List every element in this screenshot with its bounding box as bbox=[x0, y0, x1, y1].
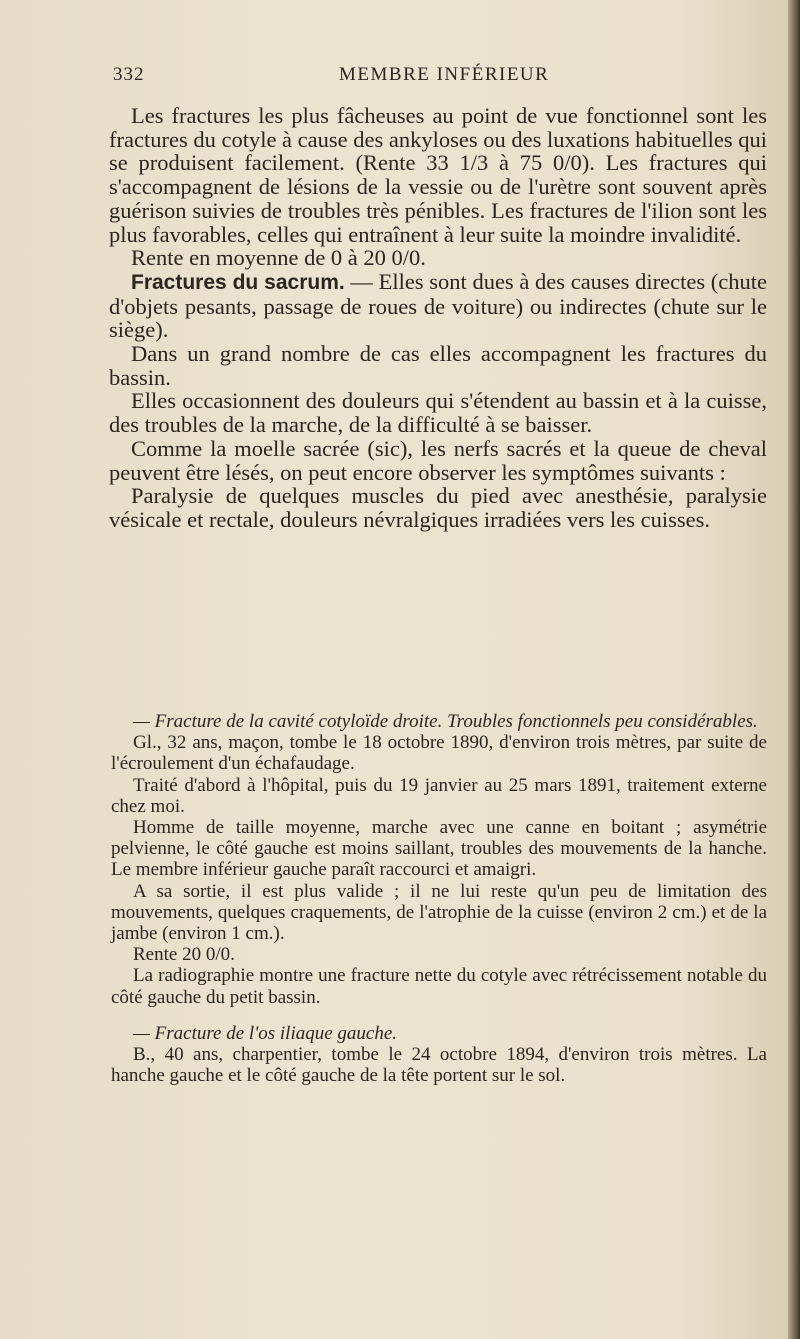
paragraph-fracture-outcomes: Les fractures les plus fâcheuses au point de vue fonctionnel sont les fractures du cotyle à cause des ankyloses ou des luxations habituelles qui se produisent facilement. (Rente 33 1/3 à 75 0/0). Les fractures qui s'accompagnent de lésions de la vessie ou de l'urètre sont souvent après guérison suivies de troubles très pénibles. Les fractures de l'ilion sont les plus favorables, celles qui entraînent à leur suite la moindre invalidité. bbox=[109, 103, 767, 247]
paragraph-rente: Rente en moyenne de 0 à 20 0/0. bbox=[131, 245, 426, 271]
paragraph-sacrum bbox=[109, 270, 767, 342]
paragraph-basin: Dans un grand nombre de cas elles accompagnent les fractures du bassin. bbox=[109, 341, 767, 390]
case1-paragraph: Homme de taille moyenne, marche avec une canne en boitant ; asymétrie pelvienne, le côté gauche est moins saillant, troubles des mouvements de la hanche. Le membre inférieur gauche paraît raccourci et amaigri. bbox=[111, 817, 767, 881]
page-number: 332 bbox=[113, 64, 145, 85]
section-heading-sacrum: Fractures du sacrum. bbox=[131, 270, 345, 294]
paragraph-nerves: Comme la moelle sacrée (sic), les nerfs sacrés et la queue de cheval peuvent être lésés, on peut encore observer les symptômes suivants : bbox=[109, 435, 767, 485]
paragraph-symptoms: Paralysie de quelques muscles du pied avec anesthésie, paralysie vésicale et rectale, douleurs névralgiques irradiées vers les cuisses. bbox=[109, 483, 767, 532]
case1-paragraph: Traité d'abord à l'hôpital, puis du 19 janvier au 25 mars 1891, traitement externe chez moi. bbox=[111, 774, 767, 817]
case1-paragraph: Gl., 32 ans, maçon, tombe le 18 octobre 1890, d'environ trois mètres, par suite de l'écroulement d'un échafaudage. bbox=[111, 732, 767, 775]
case-title-iliac: — Fracture de l'os iliaque gauche. bbox=[133, 1022, 398, 1044]
page-edge bbox=[788, 0, 800, 1339]
case2-paragraph: B., 40 ans, charpentier, tombe le 24 octobre 1894, d'environ trois mètres. La hanche gauche et le côté gauche de la tête portent sur le sol. bbox=[111, 1044, 767, 1087]
sacrum-causes: — Elles sont dues à des causes directes (chute d'objets pesants, passage de roues de voiture) ou indirectes (chute sur le siège). bbox=[109, 268, 767, 343]
running-header bbox=[113, 64, 773, 90]
case-reports bbox=[111, 711, 767, 1086]
case1-paragraph: A sa sortie, il est plus valide ; il ne lui reste qu'un peu de limitation des mouvements, quelques craquements, de l'atrophie de la cuisse (environ 2 cm.) et de la jambe (environ 1 cm.). bbox=[111, 880, 767, 945]
case1-paragraph: La radiographie montre une fracture nette du cotyle avec rétrécissement notable du côté gauche du petit bassin. bbox=[111, 965, 767, 1008]
paragraph-pain: Elles occasionnent des douleurs qui s'étendent au bassin et à la cuisse, des troubles de la marche, de la difficulté à se baisser. bbox=[109, 388, 767, 438]
case1-paragraph: Rente 20 0/0. bbox=[133, 944, 235, 966]
case-title-cotyle: — Fracture de la cavité cotyloïde droite. Troubles fonctionnels peu considérables. bbox=[133, 711, 758, 732]
running-title: MEMBRE INFÉRIEUR bbox=[339, 64, 550, 85]
main-text bbox=[109, 104, 767, 532]
